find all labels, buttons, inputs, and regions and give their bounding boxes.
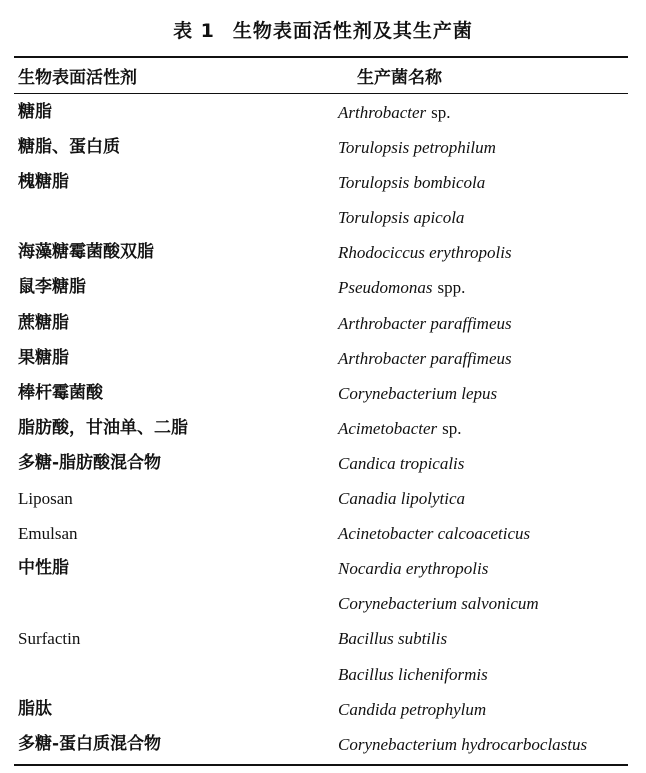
table-row [0,692,646,727]
organism-cell [338,411,462,446]
organism-cell [338,481,465,516]
organism-name: Corynebacterium salvonicum [338,594,539,614]
organism-name: Bacillus licheniformis [338,664,488,684]
top-rule [14,56,628,58]
organism-name: Candica tropicalis [338,453,465,473]
surfactant-cell: Emulsan [18,524,78,544]
surfactant-cell: Liposan [18,489,73,509]
organism-name: Arthrobacter paraffimeus [338,348,512,368]
surfactant-cell: 棒杆霉菌酸 [18,382,103,403]
organism-cell [338,586,539,621]
organism-cell [338,306,512,341]
organism-cell [338,657,488,692]
organism-cell [338,270,465,305]
organism-cell [338,551,488,586]
table-row [0,270,646,305]
table-title: 生物表面活性剂及其生产菌 [232,20,473,42]
organism-name: Acimetobacter [338,418,438,438]
organism-name: Arthrobacter paraffimeus [338,313,512,333]
organism-name: Acinetobacter calcoaceticus [338,524,531,544]
organism-cell [338,200,464,235]
table-row [0,411,646,446]
table-row [0,95,646,130]
table-row [0,235,646,270]
header-organism: 生产菌名称 [357,68,442,88]
table-row [0,130,646,165]
table-row [0,586,646,621]
organism-suffix: sp. [442,418,462,438]
table-row [0,376,646,411]
organism-name: Pseudomonas [338,278,433,298]
surfactant-cell: 脂肪酸，甘油单、二脂 [18,417,188,438]
surfactant-cell: 果糖脂 [18,347,69,368]
table-row [0,306,646,341]
table-row [0,727,646,762]
organism-cell [338,516,530,551]
table-body [0,95,646,762]
organism-name: Corynebacterium hydrocarboclastus [338,734,588,754]
header-surfactant: 生物表面活性剂 [18,68,137,88]
table-row [0,551,646,586]
table-row [0,657,646,692]
surfactant-cell: 中性脂 [18,558,69,579]
table-caption [0,16,646,43]
table-row [0,446,646,481]
table-row [0,621,646,656]
surfactant-cell: 槐糖脂 [18,172,69,193]
organism-name: Arthrobacter [338,103,427,122]
organism-cell [338,727,587,762]
organism-cell [338,235,512,270]
organism-suffix: spp. [437,278,466,298]
header-rule [14,93,628,94]
organism-cell [338,95,451,130]
table-row [0,200,646,235]
organism-name: Bacillus subtilis [338,629,448,649]
organism-name: Rhodociccus erythropolis [338,243,512,263]
organism-cell [338,341,512,376]
organism-name: Torulopsis bombicola [338,173,486,193]
organism-cell [338,376,497,411]
surfactant-cell: 多糖-蛋白质混合物 [18,733,162,754]
surfactant-cell: 脂肽 [18,698,52,719]
organism-name: Nocardia erythropolis [338,559,489,579]
bottom-rule [14,764,628,766]
organism-name: Torulopsis petrophilum [338,138,496,158]
surfactant-cell: 糖脂 [18,102,52,122]
table-row [0,516,646,551]
organism-name: Candida petrophylum [338,699,487,719]
surfactant-cell: 多糖-脂肪酸混合物 [18,452,162,473]
organism-cell [338,446,464,481]
table-row [0,481,646,516]
surfactant-cell: 鼠李糖脂 [18,277,86,298]
organism-name: Canadia lipolytica [338,489,466,509]
table-row [0,165,646,200]
organism-cell [338,621,447,656]
organism-cell [338,165,485,200]
surfactant-cell: 糖脂、蛋白质 [18,137,120,158]
surfactant-cell: Surfactin [18,629,81,649]
organism-cell [338,692,486,727]
organism-cell [338,130,496,165]
surfactant-cell: 蔗糖脂 [18,312,69,333]
table-number: 表 1 [173,20,215,42]
organism-name: Torulopsis apicola [338,208,465,228]
organism-name: Corynebacterium lepus [338,383,498,403]
surfactant-cell: 海藻糖霉菌酸双脂 [18,242,154,263]
organism-suffix: sp. [431,103,451,122]
table-row [0,341,646,376]
